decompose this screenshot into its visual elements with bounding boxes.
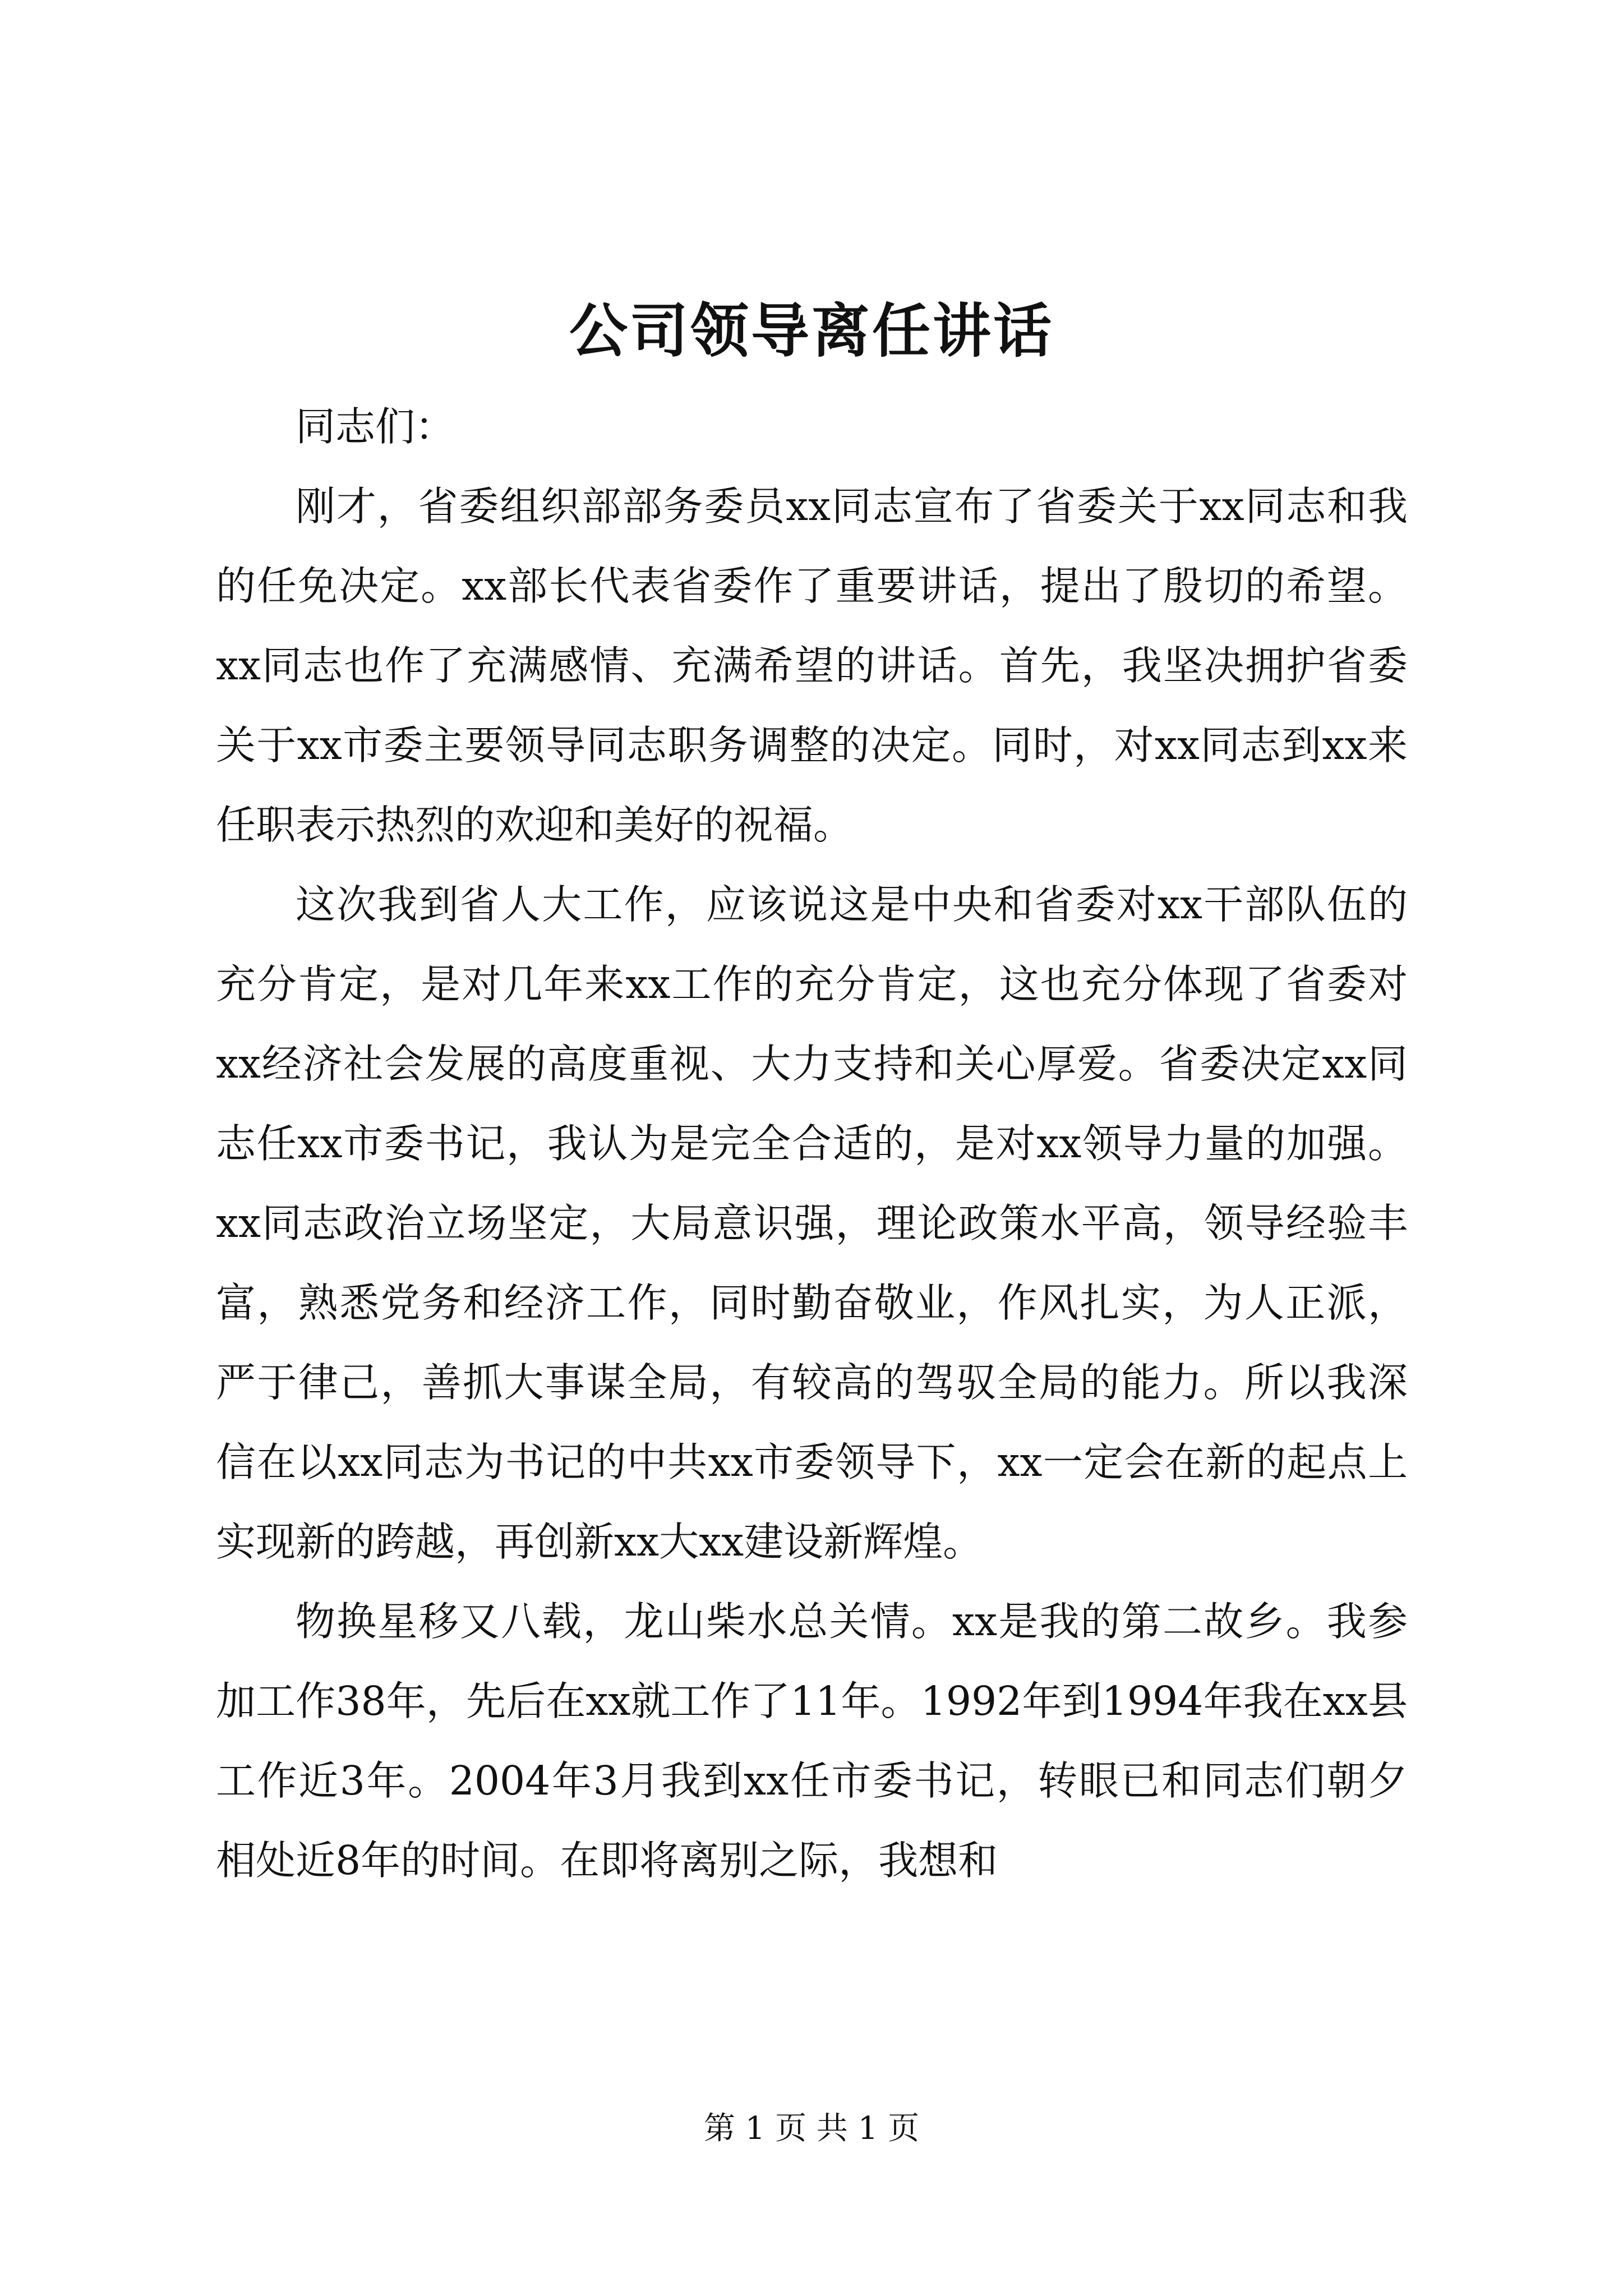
paragraph-3: 物换星移又八载，龙山柴水总关情。xx是我的第二故乡。我参加工作38年，先后在xx就工作了11年。1992年到1994年我在xx县工作近3年。2004年3月我到xx任市委书记，转眼已和同志们朝夕相处近8年的时间。在即将离别之际，我想和 [216, 1598, 1408, 1884]
salutation: 同志们： [296, 403, 455, 450]
document-title: 公司领导离任讲话 [569, 296, 1054, 365]
document-body [216, 387, 1408, 1901]
page-footer: 第 1 页 共 1 页 [703, 2110, 920, 2147]
paragraph-1: 刚才，省委组织部部务委员xx同志宣布了省委关于xx同志和我的任免决定。xx部长代表省委作了重要讲话，提出了殷切的希望。xx同志也作了充满感情、充满希望的讲话。首先，我坚决拥护省委关于xx市委主要领导同志职务调整的决定。同时，对xx同志到xx来任职表示热烈的欢迎和美好的祝福。 [216, 483, 1408, 848]
paragraph-2: 这次我到省人大工作，应该说这是中央和省委对xx干部队伍的充分肯定，是对几年来xx工作的充分肯定，这也充分体现了省委对xx经济社会发展的高度重视、大力支持和关心厚爱。省委决定xx同志任xx市委书记，我认为是完全合适的，是对xx领导力量的加强。xx同志政治立场坚定，大局意识强，理论政策水平高，领导经验丰富，熟悉党务和经济工作，同时勤奋敬业，作风扎实，为人正派，严于律己，善抓大事谋全局，有较高的驾驭全局的能力。所以我深信在以xx同志为书记的中共xx市委领导下，xx一定会在新的起点上实现新的跨越，再创新xx大xx建设新辉煌。 [216, 881, 1408, 1565]
